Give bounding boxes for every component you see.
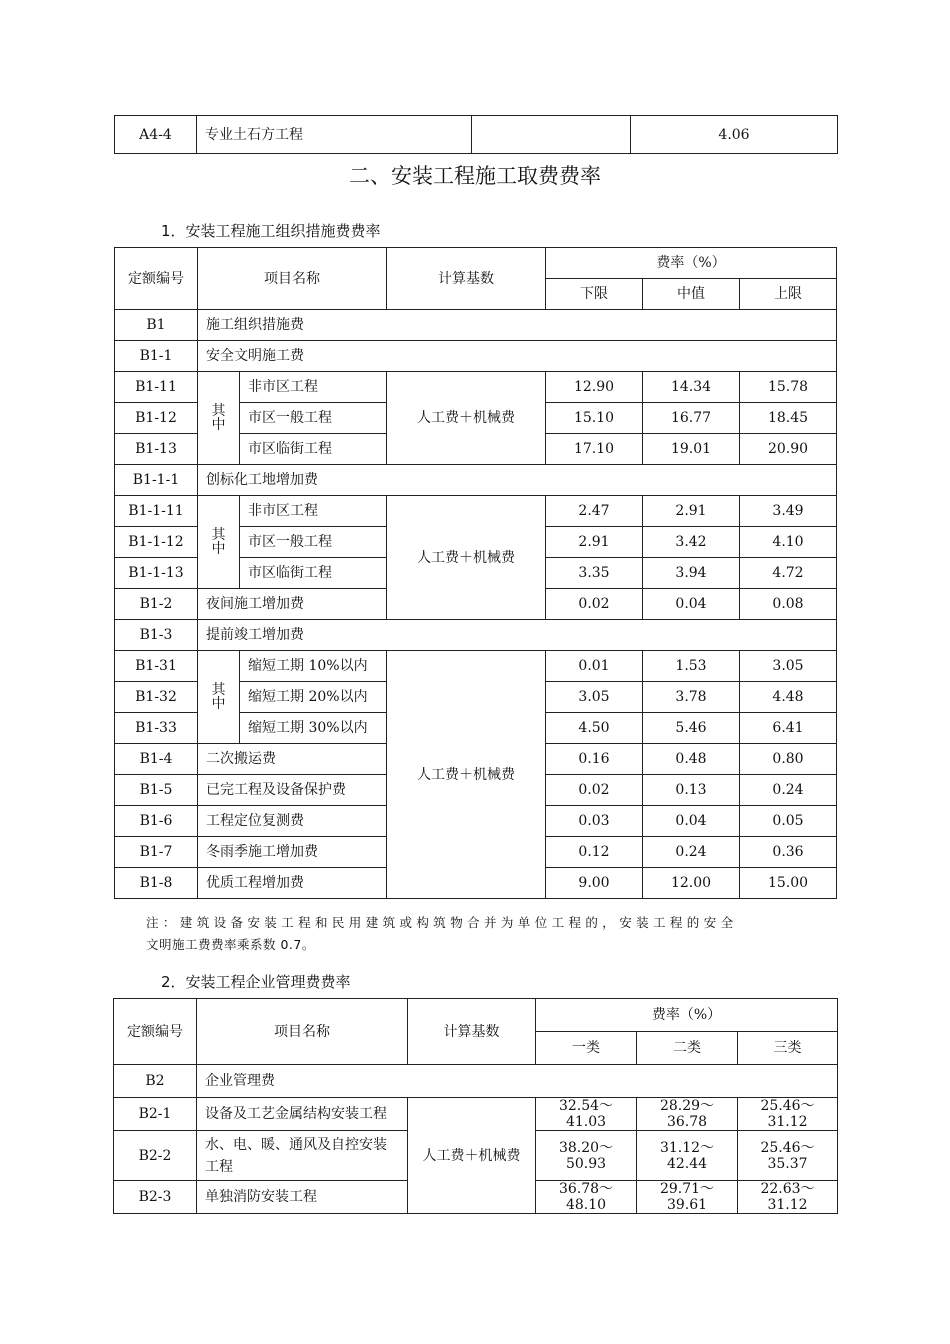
subsection-title-1: 1．安装工程施工组织措施费费率: [161, 222, 381, 240]
code-cell: B2-1: [114, 1098, 197, 1131]
header-class-2: 二类: [637, 1032, 738, 1065]
name-cell: 单独消防安装工程: [197, 1181, 408, 1214]
code-cell: B1-6: [115, 806, 198, 837]
subsection-title-2: 2．安装工程企业管理费费率: [161, 973, 351, 991]
high-cell: 0.05: [740, 806, 837, 837]
low-cell: 3.05: [546, 682, 643, 713]
mid-cell: 0.48: [643, 744, 740, 775]
code-cell: B2: [114, 1065, 197, 1098]
name-cell: 企业管理费: [197, 1065, 838, 1098]
low-cell: 0.12: [546, 837, 643, 868]
qizhong-cell: 其 中: [198, 372, 240, 465]
high-cell: 3.05: [740, 651, 837, 682]
low-cell: 2.47: [546, 496, 643, 527]
code-cell: B1-1-12: [115, 527, 198, 558]
class-3-cell: 25.46～35.37: [738, 1131, 838, 1181]
header-name: 项目名称: [198, 248, 387, 310]
code-cell: B1-5: [115, 775, 198, 806]
header-mid: 中值: [643, 279, 740, 310]
header-name: 项目名称: [197, 999, 408, 1065]
basis-cell: [472, 116, 631, 154]
code-cell: B1-32: [115, 682, 198, 713]
high-cell: 4.72: [740, 558, 837, 589]
code-cell: B1-4: [115, 744, 198, 775]
low-cell: 0.02: [546, 775, 643, 806]
table-row: [115, 651, 837, 682]
mid-cell: 19.01: [643, 434, 740, 465]
high-cell: 18.45: [740, 403, 837, 434]
table-row: [115, 341, 837, 372]
code-cell: B1-1-13: [115, 558, 198, 589]
name-cell: 二次搬运费: [198, 744, 387, 775]
high-cell: 0.36: [740, 837, 837, 868]
name-cell: 施工组织措施费: [198, 310, 837, 341]
high-cell: 4.10: [740, 527, 837, 558]
low-cell: 0.16: [546, 744, 643, 775]
table-row: [114, 1065, 838, 1098]
name-cell: 专业土石方工程: [197, 116, 472, 154]
name-cell: 优质工程增加费: [198, 868, 387, 899]
high-cell: 0.08: [740, 589, 837, 620]
name-cell: 市区一般工程: [240, 527, 387, 558]
code-cell: B1-1-11: [115, 496, 198, 527]
basis-cell: 人工费＋机械费: [387, 651, 546, 899]
code-cell: B1-31: [115, 651, 198, 682]
table-row: [114, 1098, 838, 1131]
name-cell: 缩短工期 20%以内: [240, 682, 387, 713]
name-cell: 缩短工期 30%以内: [240, 713, 387, 744]
code-cell: B1-1-1: [115, 465, 198, 496]
qizhong-cell: 其 中: [198, 496, 240, 589]
header-rate: 费率（%）: [546, 248, 837, 279]
code-cell: B1-3: [115, 620, 198, 651]
section-title: 二、安装工程施工取费费率: [349, 164, 601, 188]
class-2-cell: 28.29～36.78: [637, 1098, 738, 1131]
table-row: [115, 372, 837, 403]
code-cell: B1-33: [115, 713, 198, 744]
class-1-cell: 32.54～41.03: [536, 1098, 637, 1131]
low-cell: 2.91: [546, 527, 643, 558]
mid-cell: 0.04: [643, 589, 740, 620]
low-cell: 0.03: [546, 806, 643, 837]
management-fee-table: [113, 998, 838, 1214]
high-cell: 15.00: [740, 868, 837, 899]
basis-cell: 人工费＋机械费: [408, 1098, 536, 1214]
name-cell: 市区临街工程: [240, 558, 387, 589]
mid-cell: 3.78: [643, 682, 740, 713]
header-class-3: 三类: [738, 1032, 838, 1065]
name-cell: 市区临街工程: [240, 434, 387, 465]
high-cell: 3.49: [740, 496, 837, 527]
prev-table-row: [114, 115, 838, 154]
note-line-1: 注：建筑设备安装工程和民用建筑或构筑物合并为单位工程的，安装工程的安全: [146, 915, 738, 930]
code-cell: B1-13: [115, 434, 198, 465]
code-cell: B2-3: [114, 1181, 197, 1214]
low-cell: 4.50: [546, 713, 643, 744]
table-row: [115, 310, 837, 341]
high-cell: 20.90: [740, 434, 837, 465]
code-cell: B1-11: [115, 372, 198, 403]
mid-cell: 0.04: [643, 806, 740, 837]
name-cell: 工程定位复测费: [198, 806, 387, 837]
low-cell: 9.00: [546, 868, 643, 899]
mid-cell: 5.46: [643, 713, 740, 744]
code-cell: B1-12: [115, 403, 198, 434]
measures-fee-table: [114, 247, 837, 899]
high-cell: 0.24: [740, 775, 837, 806]
name-cell: 市区一般工程: [240, 403, 387, 434]
class-1-cell: 38.20～50.93: [536, 1131, 637, 1181]
mid-cell: 0.13: [643, 775, 740, 806]
basis-cell: 人工费＋机械费: [387, 372, 546, 465]
class-1-cell: 36.78～48.10: [536, 1181, 637, 1214]
header-rate: 费率（%）: [536, 999, 838, 1032]
name-cell: 已完工程及设备保护费: [198, 775, 387, 806]
mid-cell: 14.34: [643, 372, 740, 403]
note-line-2: 文明施工费费率乘系数 0.7。: [146, 937, 315, 952]
low-cell: 12.90: [546, 372, 643, 403]
low-cell: 0.01: [546, 651, 643, 682]
class-3-cell: 22.63～31.12: [738, 1181, 838, 1214]
high-cell: 0.80: [740, 744, 837, 775]
code-cell: B1-1: [115, 341, 198, 372]
mid-cell: 16.77: [643, 403, 740, 434]
code-cell: B1: [115, 310, 198, 341]
high-cell: 15.78: [740, 372, 837, 403]
class-3-cell: 25.46～31.12: [738, 1098, 838, 1131]
name-cell: 冬雨季施工增加费: [198, 837, 387, 868]
header-high: 上限: [740, 279, 837, 310]
table-row: [115, 620, 837, 651]
low-cell: 17.10: [546, 434, 643, 465]
code-cell: B2-2: [114, 1131, 197, 1181]
code-cell: B1-8: [115, 868, 198, 899]
header-code: 定额编号: [115, 248, 198, 310]
name-cell: 水、电、暖、通风及自控安装工程: [197, 1131, 408, 1181]
low-cell: 3.35: [546, 558, 643, 589]
header-low: 下限: [546, 279, 643, 310]
mid-cell: 1.53: [643, 651, 740, 682]
header-code: 定额编号: [114, 999, 197, 1065]
name-cell: 夜间施工增加费: [198, 589, 387, 620]
mid-cell: 3.94: [643, 558, 740, 589]
table-row: [115, 465, 837, 496]
name-cell: 设备及工艺金属结构安装工程: [197, 1098, 408, 1131]
code-cell: A4-4: [115, 116, 197, 154]
mid-cell: 0.24: [643, 837, 740, 868]
name-cell: 非市区工程: [240, 372, 387, 403]
high-cell: 6.41: [740, 713, 837, 744]
header-basis: 计算基数: [408, 999, 536, 1065]
qizhong-cell: 其 中: [198, 651, 240, 744]
name-cell: 缩短工期 10%以内: [240, 651, 387, 682]
table-row: [115, 496, 837, 527]
low-cell: 15.10: [546, 403, 643, 434]
name-cell: 安全文明施工费: [198, 341, 837, 372]
name-cell: 提前竣工增加费: [198, 620, 837, 651]
high-cell: 4.48: [740, 682, 837, 713]
name-cell: 创标化工地增加费: [198, 465, 837, 496]
value-cell: 4.06: [631, 116, 838, 154]
code-cell: B1-7: [115, 837, 198, 868]
class-2-cell: 31.12～42.44: [637, 1131, 738, 1181]
mid-cell: 3.42: [643, 527, 740, 558]
code-cell: B1-2: [115, 589, 198, 620]
basis-cell: 人工费＋机械费: [387, 496, 546, 620]
header-basis: 计算基数: [387, 248, 546, 310]
header-class-1: 一类: [536, 1032, 637, 1065]
mid-cell: 12.00: [643, 868, 740, 899]
mid-cell: 2.91: [643, 496, 740, 527]
class-2-cell: 29.71～39.61: [637, 1181, 738, 1214]
name-cell: 非市区工程: [240, 496, 387, 527]
low-cell: 0.02: [546, 589, 643, 620]
